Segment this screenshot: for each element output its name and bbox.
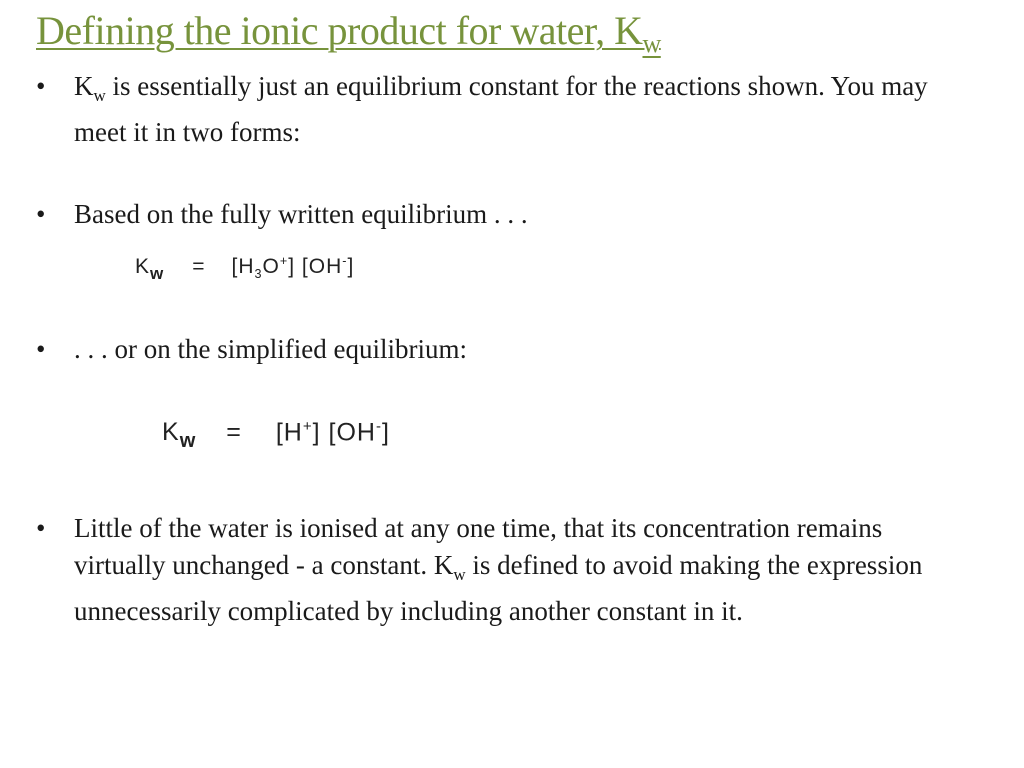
formula-plus: + bbox=[302, 418, 313, 435]
formula-equals: = bbox=[192, 255, 206, 278]
formula-w: w bbox=[150, 264, 165, 283]
formula-oh-open: [OH bbox=[328, 418, 376, 447]
bullet-point: • bbox=[36, 334, 46, 364]
bullet-text bbox=[74, 68, 956, 151]
formula-kw-h3o-oh bbox=[135, 254, 354, 284]
bullet-item-simplified bbox=[36, 331, 956, 368]
slide-title-text: Defining the ionic product for water, K bbox=[36, 8, 643, 53]
formula-subscript-3: 3 bbox=[254, 267, 263, 282]
bullet-text-before: Little of the water is ionised at any one time, that its concentration remains virtually unchanged - a constant. K bbox=[74, 513, 883, 580]
formula-oh-close: ] bbox=[381, 418, 390, 447]
formula-w: w bbox=[179, 430, 197, 453]
bullet-point: • bbox=[36, 513, 46, 543]
bullet-item-little-ionised bbox=[36, 510, 956, 630]
bullet-text-body: is essentially just an equilibrium constant for the reactions shown. You may meet it in two forms: bbox=[74, 71, 928, 147]
slide-title bbox=[36, 6, 661, 69]
formula-oh-open: [OH bbox=[301, 255, 343, 278]
kw-subscript: w bbox=[93, 86, 106, 105]
kw-symbol: K bbox=[74, 71, 94, 101]
bullet-text: . . . or on the simplified equilibrium: bbox=[74, 334, 467, 364]
formula-bracket-open: [H bbox=[275, 418, 303, 447]
formula-bracket-close: ] bbox=[312, 418, 321, 447]
formula-bracket-close: ] bbox=[288, 255, 296, 278]
formula-kw-h-oh bbox=[162, 418, 390, 453]
formula-plus: + bbox=[279, 254, 289, 268]
bullet-text bbox=[74, 510, 956, 630]
formula-k: K bbox=[135, 255, 151, 278]
formula-minus: - bbox=[375, 418, 382, 435]
bullet-point: • bbox=[36, 199, 46, 229]
formula-k: K bbox=[162, 418, 180, 447]
bullet-text-after: is defined to avoid making the expression unnecessarily complicated by including another constant in it. bbox=[74, 550, 923, 626]
bullet-item-fully-written bbox=[36, 196, 956, 233]
formula-bracket-open: [H bbox=[231, 255, 255, 278]
bullet-text: Based on the fully written equilibrium . . . bbox=[74, 199, 528, 229]
formula-oh-close: ] bbox=[347, 255, 355, 278]
kw-subscript: w bbox=[453, 565, 466, 584]
formula-minus: - bbox=[342, 254, 348, 268]
bullet-item-kw-definition bbox=[36, 68, 956, 151]
formula-o: O bbox=[262, 255, 280, 278]
bullet-point: • bbox=[36, 71, 46, 101]
formula-equals: = bbox=[226, 418, 242, 447]
slide-title-subscript: w bbox=[642, 29, 661, 58]
